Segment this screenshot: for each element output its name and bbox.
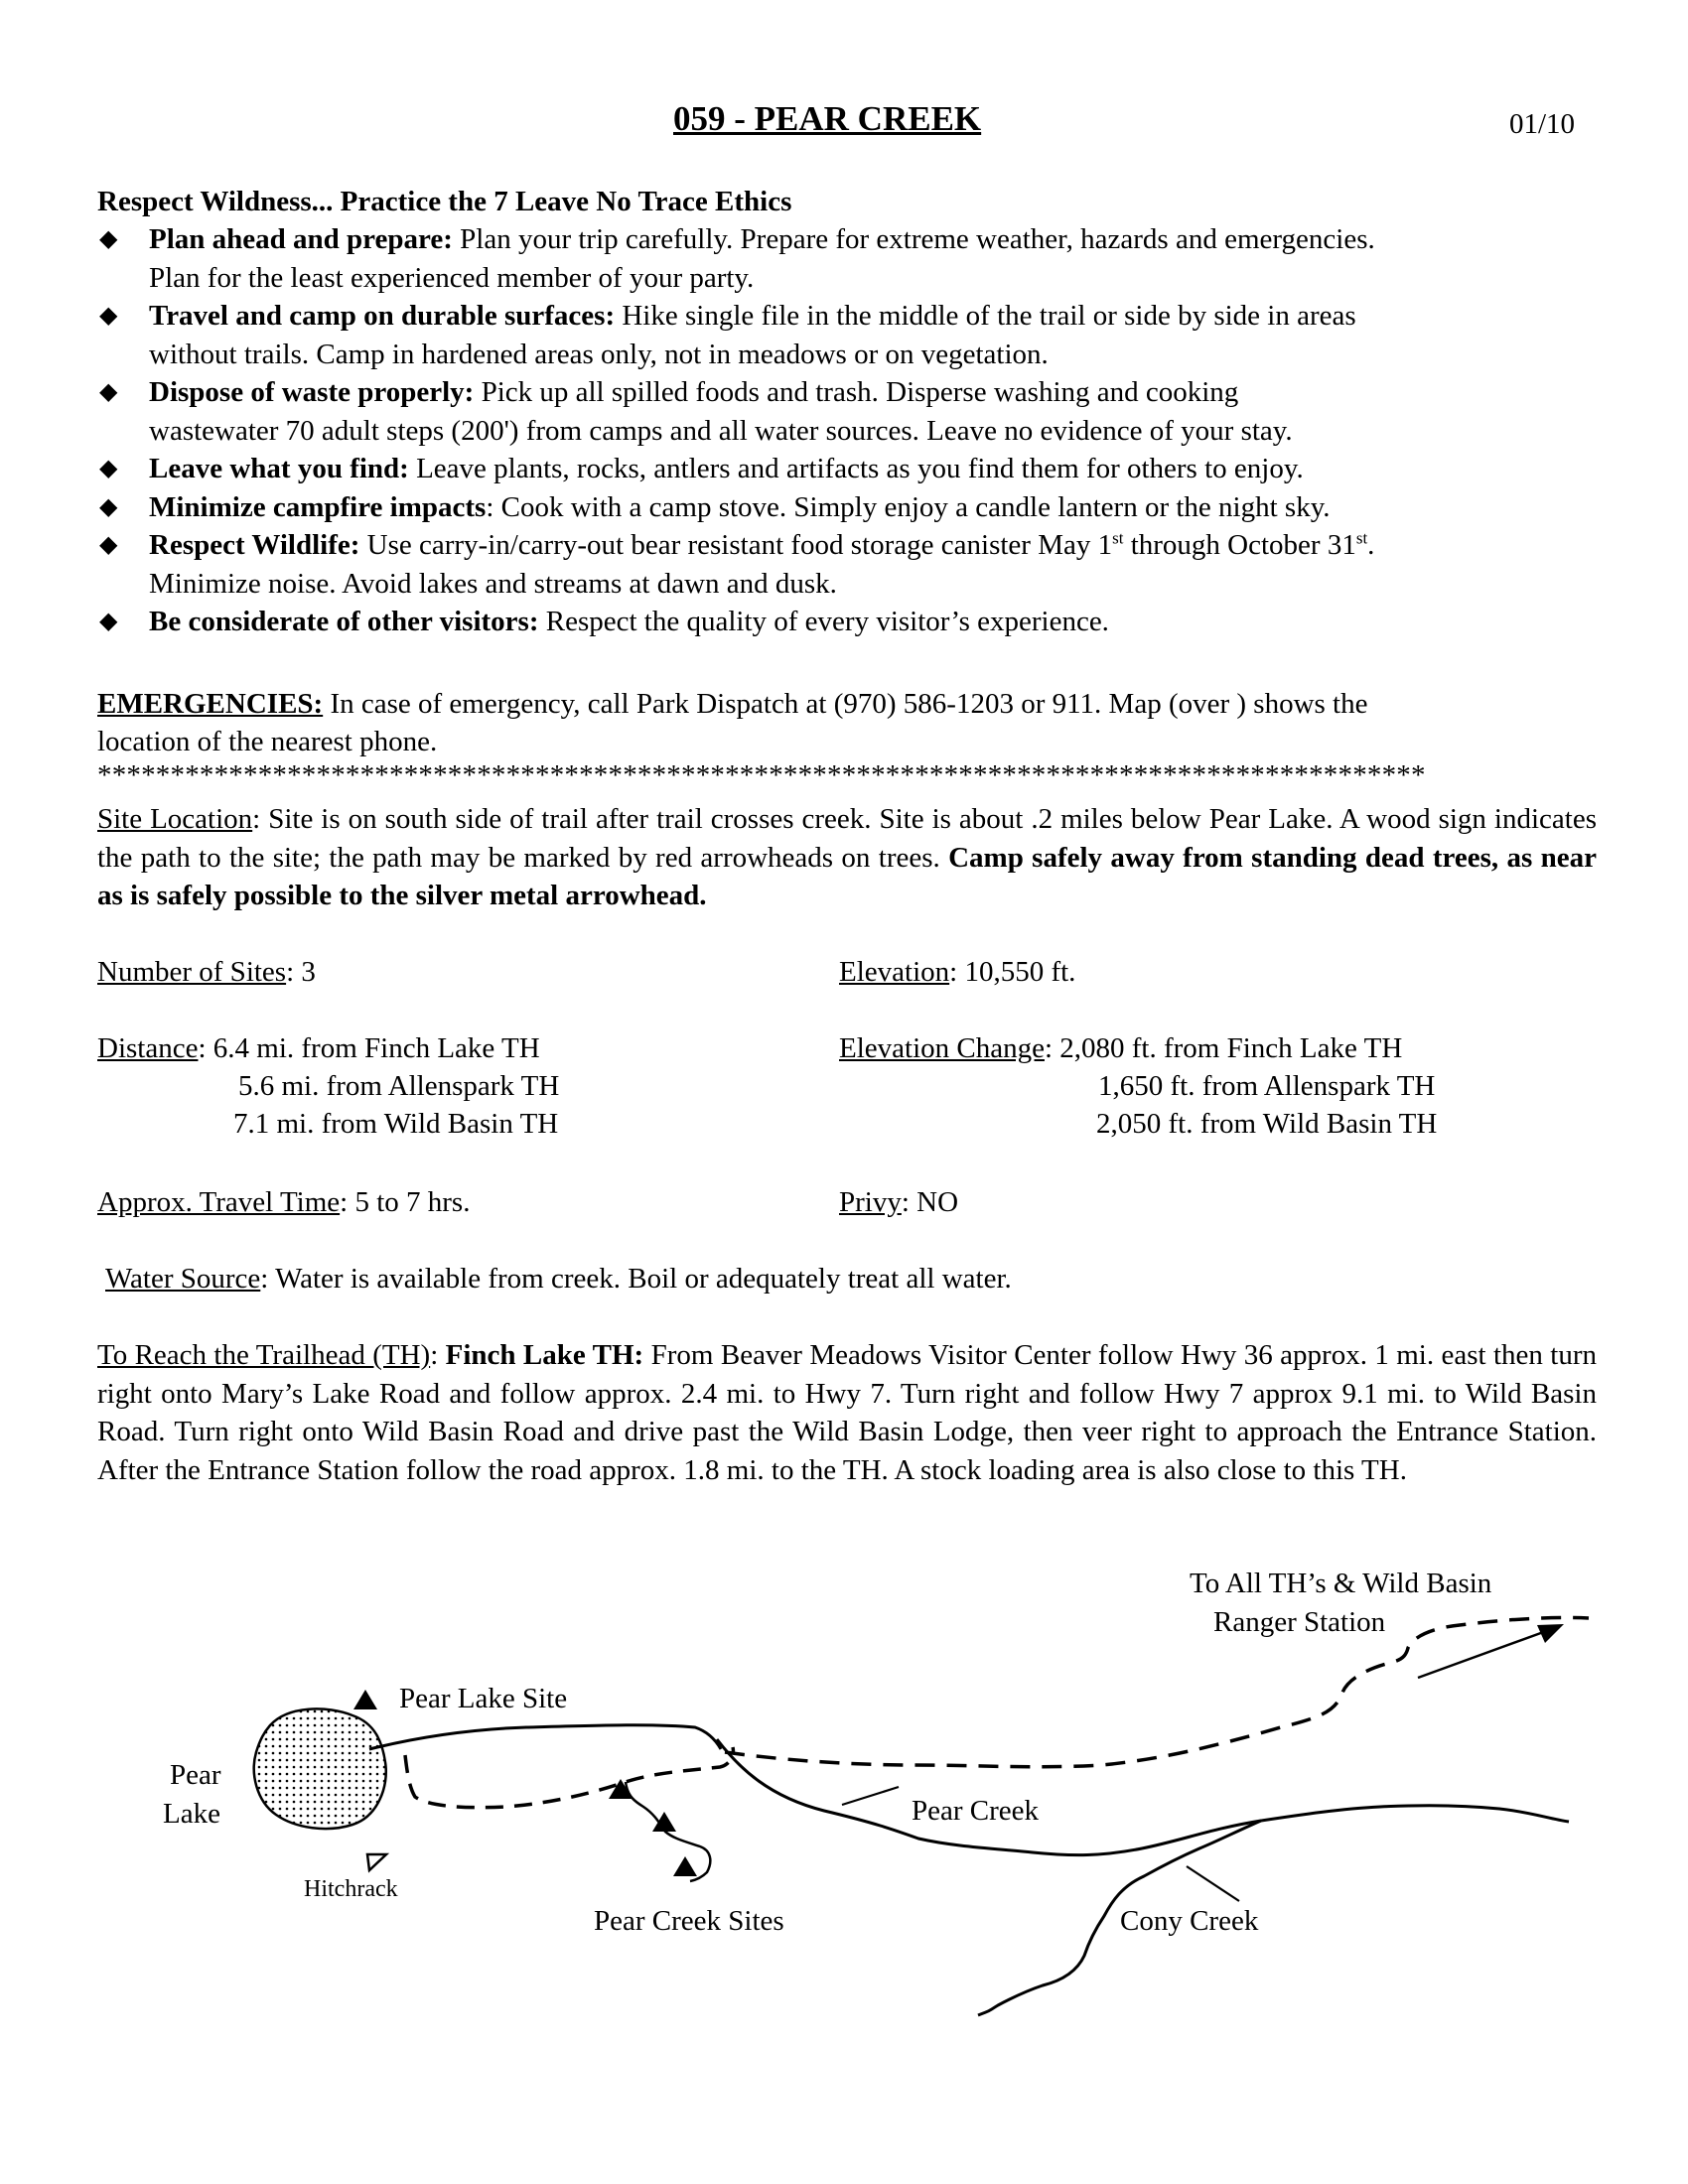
diamond-bullet-icon: ◆ xyxy=(99,303,118,329)
pear-creek-site-tent-icon xyxy=(673,1856,697,1876)
emergencies-text: In case of emergency, call Park Dispatch at (970) 586-1203 or 911. Map (over ) shows the xyxy=(323,688,1368,720)
emergencies-line2: location of the nearest phone. xyxy=(97,726,438,757)
lnt-item-title: Leave what you find: xyxy=(149,453,409,484)
ranger-station-label: Ranger Station xyxy=(1213,1606,1386,1638)
diamond-bullet-icon: ◆ xyxy=(99,532,118,558)
pear-creek-label: Pear Creek xyxy=(912,1795,1040,1827)
site-location-label: Site Location xyxy=(97,803,253,835)
emergencies-label: EMERGENCIES: xyxy=(97,688,324,720)
lnt-item-title: Plan ahead and prepare: xyxy=(149,223,453,255)
number-of-sites-label: Number of Sites xyxy=(97,956,287,988)
elevation-change-value: : 2,080 ft. from Finch Lake TH xyxy=(1044,1032,1403,1064)
water-source-value: : Water is available from creek. Boil or adequately treat all water. xyxy=(260,1263,1012,1295)
distance-value: : 6.4 mi. from Finch Lake TH xyxy=(198,1032,540,1064)
hitchrack-icon xyxy=(367,1854,386,1870)
lnt-item-text-line2: without trails. Camp in hardened areas only, not in meadows or on vegetation. xyxy=(149,338,1049,370)
distance-value: 7.1 mi. from Wild Basin TH xyxy=(233,1108,559,1140)
trail-dashed-main xyxy=(725,1617,1589,1766)
elevation-value: : 10,550 ft. xyxy=(949,956,1076,988)
diamond-bullet-icon: ◆ xyxy=(99,609,118,634)
pear-creek-line xyxy=(717,1739,1569,1855)
ordinal-suffix: st xyxy=(1112,528,1124,548)
elevation-change-value: 2,050 ft. from Wild Basin TH xyxy=(1096,1108,1438,1140)
pear-lake-label: Pear xyxy=(170,1759,221,1791)
trailhead-colon: : xyxy=(430,1339,446,1371)
trailhead-label: To Reach the Trailhead (TH) xyxy=(97,1339,431,1371)
elevation-change-label: Elevation Change xyxy=(839,1032,1045,1064)
diamond-bullet-icon: ◆ xyxy=(99,456,118,481)
trailhead-text: From Beaver Meadows Visitor Center follow Hwy 36 approx. 1 mi. east then turn right onto Mary’s Lake Road and follow approx. 2.4 mi. to Hwy 7. Turn right and follow Hwy 7 approx 9.1 mi. to Wild Basin Road. Turn right onto Wild Basin Road and drive past the Wild Basin Lodge, then veer right to approach the Entrance Station. After the Entrance Station follow the road approx. 1.8 mi. to the TH. A stock loading area is also close to this TH. xyxy=(97,1339,1598,1486)
elevation-label: Elevation xyxy=(839,956,950,988)
lnt-item-title: Minimize campfire impacts xyxy=(149,490,487,523)
lnt-item-text: Pick up all spilled foods and trash. Disperse washing and cooking xyxy=(474,376,1239,408)
lnt-item-title: Be considerate of other visitors: xyxy=(149,606,539,637)
privy-value: : NO xyxy=(901,1186,959,1218)
trailhead-name: Finch Lake TH: xyxy=(445,1339,644,1371)
lnt-item-text: Hike single file in the middle of the trail or side by side in areas xyxy=(615,300,1356,332)
lnt-item-text: through October 31 xyxy=(1123,529,1356,561)
diamond-bullet-icon: ◆ xyxy=(99,493,118,520)
to-all-th-label: To All TH’s & Wild Basin xyxy=(1190,1568,1492,1599)
diamond-bullet-icon: ◆ xyxy=(99,226,118,252)
distance-value: 5.6 mi. from Allenspark TH xyxy=(238,1070,560,1102)
travel-time-label: Approx. Travel Time xyxy=(97,1186,341,1218)
lnt-item-title: Respect Wildlife: xyxy=(149,529,360,561)
revision-date: 01/10 xyxy=(1509,108,1576,140)
pear-creek-sites-label: Pear Creek Sites xyxy=(594,1905,784,1937)
hitchrack-label: Hitchrack xyxy=(304,1876,398,1902)
direction-arrow-line xyxy=(1418,1630,1549,1678)
pear-lake-shape xyxy=(254,1708,386,1829)
lnt-item-title: Dispose of waste properly: xyxy=(149,376,475,408)
elevation-change-value: 1,650 ft. from Allenspark TH xyxy=(1098,1070,1436,1102)
lnt-item-text: Plan your trip carefully. Prepare for extreme weather, hazards and emergencies. xyxy=(452,223,1375,255)
lnt-heading: Respect Wildness... Practice the 7 Leave No Trace Ethics xyxy=(97,186,792,217)
lnt-item-title: Travel and camp on durable surfaces: xyxy=(149,300,616,332)
lnt-item-text: Respect the quality of every visitor’s experience. xyxy=(538,606,1109,637)
lnt-item-text: . xyxy=(1367,529,1375,561)
pear-lake-site-label: Pear Lake Site xyxy=(399,1683,568,1714)
distance-label: Distance xyxy=(97,1032,199,1064)
lnt-item-text: Leave plants, rocks, antlers and artifacts as you find them for others to enjoy. xyxy=(408,453,1304,484)
pear-lake-site-tent-icon xyxy=(353,1690,377,1709)
cony-creek-leader xyxy=(1187,1866,1239,1901)
number-of-sites-value: : 3 xyxy=(286,956,316,988)
site-location-warning: Camp safely away from standing dead trees, as near as is safely possible to the silver metal arrowhead. xyxy=(97,841,1597,911)
water-source-label: Water Source xyxy=(105,1263,261,1295)
pear-creek-site-tent-icon xyxy=(652,1812,676,1832)
arrow-head-icon xyxy=(1537,1624,1564,1643)
ordinal-suffix: st xyxy=(1355,528,1368,548)
pear-creek-leader xyxy=(842,1787,899,1805)
lnt-item-text-line2: Plan for the least experienced member of your party. xyxy=(149,261,755,294)
site-location-text: : Site is on south side of trail after trail crosses creek. Site is about .2 miles below Pear Lake. A wood sign indicates the path to the site; the path may be marked by red arrowheads on trees. xyxy=(97,803,1597,874)
page-title: 059 - PEAR CREEK xyxy=(673,99,982,138)
cony-creek-label: Cony Creek xyxy=(1120,1905,1259,1937)
trail-dashed-lower xyxy=(405,1747,733,1808)
privy-label: Privy xyxy=(839,1186,902,1218)
pear-lake-label: Lake xyxy=(163,1798,220,1830)
lnt-item-text: Use carry-in/carry-out bear resistant food storage canister May 1 xyxy=(359,529,1113,561)
lnt-item-text: : Cook with a camp stove. Simply enjoy a candle lantern or the night sky. xyxy=(486,490,1331,523)
lnt-item-text-line2: wastewater 70 adult steps (200') from camps and all water sources. Leave no evidence of your stay. xyxy=(149,414,1293,447)
asterisk-separator: ******************************************************************************************* xyxy=(97,759,1426,791)
diamond-bullet-icon: ◆ xyxy=(99,379,118,405)
trail-solid xyxy=(369,1725,721,1749)
lnt-item-text-line2: Minimize noise. Avoid lakes and streams at dawn and dusk. xyxy=(149,567,837,600)
travel-time-value: : 5 to 7 hrs. xyxy=(340,1186,471,1218)
